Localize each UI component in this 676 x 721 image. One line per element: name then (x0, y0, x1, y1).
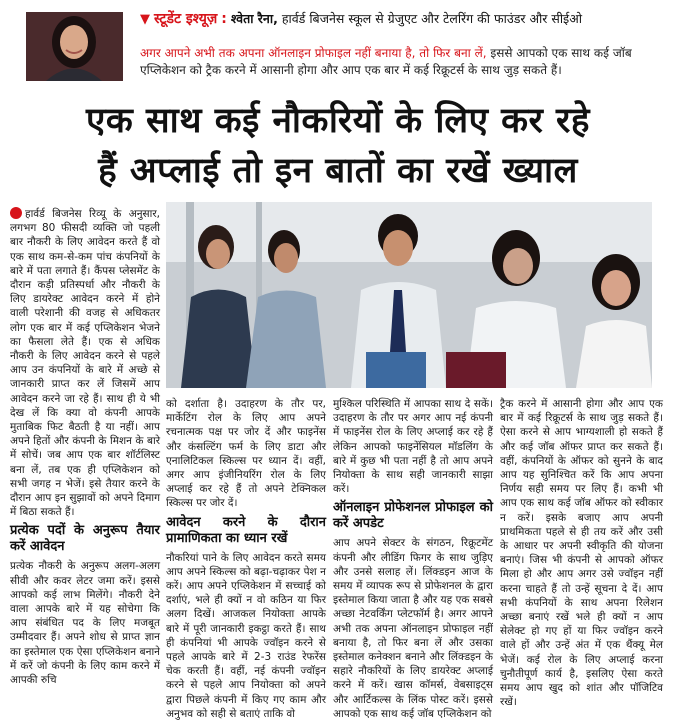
col4-body: ट्रैक करने में आसानी होगा और आप एक बार में कई रिक्रूटर्स के साथ जुड़ सकते हैं। ऐसा करने से आप भाग्यशाली हो सकते हैं और कई जॉब ऑफर प्राप्त कर सकते हैं। वहीं, कंपनियों के ऑफर को सुनने के बाद आप यह सुनिश्चित करें कि आप अपना निर्णय सही समय पर लिए हैं। कभी भी आप एक साथ कई जॉब ऑफर को स्वीकार न करें। इसके बजाए आप अपनी प्राथमिकता पहले से ही तय करें और उसी के आधार पर अपनी स्वीकृति की योजना बनाएं। जिस भी कंपनी से आपको ऑफर मिला हो और आप अगर उसे ज्वॉइन नहीं करना चाहते हैं तो उन्हें सूचना दे दें। आप सभी कंपनियों के साथ अपना रिलेशन अच्छा बनाएं रखें भले ही क्यों न आप सेलेक्ट हो गए हों या फिर ज्वॉइन करने वाले हों और उन्हें अंत में एक थैंक्यू मेल भेजें। कई रोल के लिए अप्लाई करना चुनौतीपूर्ण कार्य है, इसलिए ऐसा करते समय आप खुद को शांत और पॉजिटिव रखें। (500, 398, 663, 709)
column-4 (500, 397, 663, 709)
deck-text: इससे आपको एक साथ कई जॉब एप्लिकेशन को ट्रैक करने में आसानी होगा और आप एक बार में कई रिक्रूटर्स के साथ जुड़ सकते हैं। (140, 46, 632, 77)
article-photo (166, 202, 652, 388)
col3-body-2: आप अपने सेक्टर के संगठन, रिक्रूटमेंट कंपनी और लीडिंग फिगर के साथ जुड़िए और उनसे सलाह लें। लिंक्डइन आज के समय में व्यापक रूप से प्रोफेशनल के द्वारा इस्तेमाल किया जाता है और यह एक सबसे अच्छा नेटवर्किंग प्लेटफॉर्म है। अगर आपने अभी तक अपना ऑनलाइन प्रोफाइल नहीं बनाया है, तो फिर बना लें और उसका इस्तेमाल कनेक्शन बनाने और लिंक्डइन के सहारे नौकरियों के लिए डायरेक्ट अप्लाई करने में करें। खास कॉमर्स, वेबसाइट्स और आर्टिकल्स के लिंक पोस्ट करें। इससे आपको एक साथ कई जॉब एप्लिकेशन को (333, 537, 493, 720)
col2-body-1: को दर्शाता है। उदाहरण के तौर पर, मार्केटिंग रोल के लिए आप अपने रचनात्मक पक्ष पर जोर दें और फाइनेंस और कंसल्टिंग फर्म के लिए डाटा और एनालिटिकल स्किल्स पर ध्यान दें। वहीं, अगर आप इंजीनियरिंग रोल के लिए अप्लाई कर रहे हैं तो अपने टेक्निकल स्किल्स पर जोर दें। (166, 398, 326, 510)
headline-line-1: एक साथ कई नौकरियों के लिए कर रहे (86, 101, 590, 141)
brand-logo-icon (10, 207, 22, 219)
article-header: ▼ स्टूडेंट इश्यूज़ : श्वेता रैना, हार्वर्ड बिजनेस स्कूल से ग्रेजुएट और टेलरिंग की फाउंडर और सीईओ (140, 11, 582, 27)
headline-line-2: हैं अप्लाई तो इन बातों का रखें ख्याल (98, 151, 578, 191)
col2-body-2: नौकरियां पाने के लिए आवेदन करते समय आप अपने स्किल्स को बढ़ा-चढ़ाकर पेश न करें। आप अपने एप्लिकेशन में सच्चाई को दर्शाएं, भले ही क्यों न वो कठिन या फिर अलग दिखें। आजकल नियोक्ता आपके बारे में पूरी जानकारी इकट्ठा करते हैं। साथ ही कंपनियां भी आपके ज्वॉइन करने से पहले आपके बारे में 2-3 राउंड रेफरेंस चेक करती हैं। वहीं, नई कंपनी ज्वॉइन करने से पहले आप नियोक्ता को अपने द्वारा पिछले कंपनी में किए गए काम और अनुभव को सही से बताएं ताकि वो (166, 551, 326, 720)
article-deck (140, 45, 670, 79)
col3-subhead: ऑनलाइन प्रोफेशनल प्रोफाइल को करें अपडेट (333, 500, 493, 532)
triangle-icon: ▼ (140, 12, 150, 27)
col1-intro: हार्वर्ड बिजनेस रिव्यू के अनुसार, लगभग 80 फीसदी व्यक्ति जो पहली बार नौकरी के लिए आवेदन करते हैं वो एक साथ कम-से-कम पांच कंपनियों के बारे में पता लगाते हैं। कैंपस प्लेसमेंट के दौरान कड़ी प्रतिस्पर्धा और नौकरी के लिए डायरेक्ट आवेदन करने में होने वाली परेशानी की वजह से अधिकतर लोग एक बार में कई एप्लिकेशन भेजने का फैसला लेते हैं। एक से अधिक नौकरी के लिए आवेदन करने से पहले आप उन कंपनियों के बारे में अच्छे से जानकारी प्राप्त कर लें जिसमें आप आवेदन करने जा रहे हैं। साथ ही ये भी देख लें कि क्या वो कंपनी आपके मुताबिक फिट बैठती है या नहीं। आप अपने हितों और कंपनी के मिशन के बारे में सोचें। जब आप एक बार शॉर्टलिस्ट बना लें, तब एक ही एप्लिकेशन को सभी जगह न भेजें। इसे तैयार करने के दौरान आप इन सुझावों को अपने दिमाग में बिठा सकते हैं। (10, 208, 160, 519)
column-3 (333, 397, 493, 721)
col3-body-1: मुश्किल परिस्थिति में आपका साथ दे सकें। उदाहरण के तौर पर अगर आप नई कंपनी में फाइनेंस रोल के लिए अप्लाई कर रहे हैं लेकिन आपको फाइनेंसियल मॉडलिंग के बारे में कुछ भी पता नहीं है तो आप अपने नियोक्ता के साथ सही जानकारी साझा करें। (333, 398, 493, 496)
section-label: स्टूडेंट इश्यूज़ (153, 11, 218, 27)
author-photo (26, 12, 123, 81)
column-2 (166, 397, 326, 721)
col2-subhead: आवेदन करने के दौरान प्रामाणिकता का ध्यान रखें (166, 514, 326, 546)
column-1 (10, 207, 160, 687)
author-name: श्वेता रैना, (230, 11, 278, 26)
col1-subhead: प्रत्येक पदों के अनुरूप तैयार करें आवेदन (10, 523, 160, 555)
deck-highlight: अगर आपने अभी तक अपना ऑनलाइन प्रोफाइल नहीं बनाया है, तो फिर बना लें, (140, 46, 487, 60)
author-bio: हार्वर्ड बिजनेस स्कूल से ग्रेजुएट और टेलरिंग की फाउंडर और सीईओ (281, 11, 582, 26)
headline (0, 96, 676, 196)
col1-body: प्रत्येक नौकरी के अनुरूप अलग-अलग सीवी और कवर लेटर जमा करें। इससे आपको कई लाभ मिलेंगे। नौकरी देने वाला आपके बारे में यह सोचेगा कि आप संबंधित पद के लिए मजबूत उम्मीदवार हैं। अपने शोध से प्राप्त ज्ञान का इस्तेमाल एक ऐसा एप्लिकेशन बनाने में करें जो कंपनी के लिए काम करने में आपकी रुचि (10, 560, 160, 687)
